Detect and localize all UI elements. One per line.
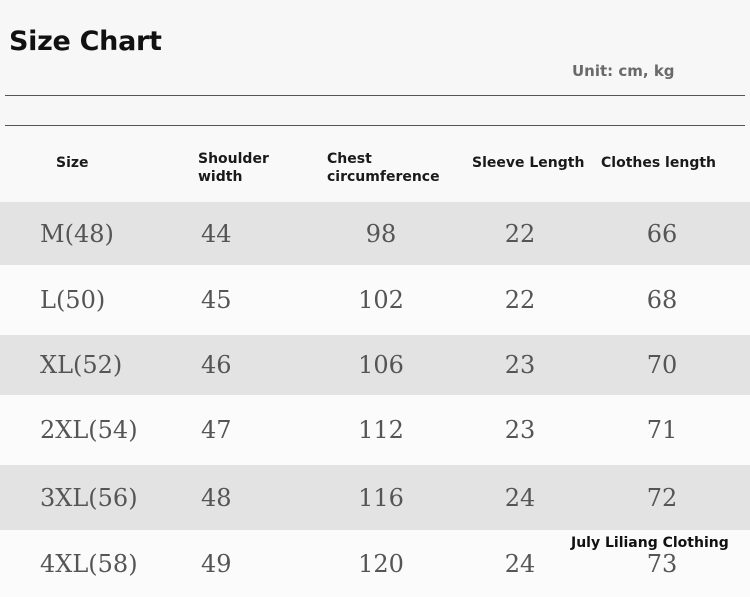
cell-chest: 120	[358, 549, 404, 578]
header-clothes-label: Clothes length	[601, 155, 716, 171]
table-row	[0, 335, 750, 395]
cell-size: 2XL(54)	[40, 416, 138, 444]
cell-size: XL(52)	[40, 351, 123, 379]
cell-shoulder: 46	[201, 351, 232, 379]
cell-size: 4XL(58)	[40, 549, 138, 578]
cell-chest: 106	[358, 351, 404, 379]
table-row	[0, 265, 750, 335]
table-row	[0, 395, 750, 465]
header-size	[56, 154, 89, 172]
table-header	[0, 126, 750, 202]
header-chest-line2: circumference	[327, 169, 440, 185]
unit-note: Unit: cm, kg	[572, 62, 675, 80]
cell-sleeve: 22	[504, 286, 536, 314]
watermark-text: July Liliang Clothing	[571, 535, 729, 551]
header-shoulder-width	[198, 150, 269, 186]
cell-size: 3XL(56)	[40, 483, 138, 512]
cell-chest: 98	[365, 219, 397, 248]
header-size-label: Size	[56, 155, 89, 171]
header-shoulder-line2: width	[198, 169, 243, 185]
cell-shoulder: 45	[201, 286, 232, 314]
cell-shoulder: 48	[201, 483, 232, 512]
header-shoulder-line1: Shoulder	[198, 151, 269, 167]
cell-sleeve: 22	[504, 219, 536, 248]
cell-chest: 116	[358, 483, 404, 512]
cell-clothes: 71	[646, 416, 678, 444]
header-sleeve-length	[472, 154, 584, 172]
header-clothes-length	[601, 154, 716, 172]
cell-chest: 112	[358, 416, 404, 444]
header-sleeve-label: Sleeve Length	[472, 155, 585, 171]
header-chest-circumference	[327, 150, 440, 186]
cell-sleeve: 23	[504, 416, 536, 444]
cell-clothes: 73	[646, 549, 678, 578]
cell-shoulder: 49	[201, 549, 232, 578]
top-divider	[5, 95, 745, 96]
cell-clothes: 68	[646, 286, 678, 314]
cell-sleeve: 24	[504, 483, 536, 512]
page-title: Size Chart	[9, 26, 162, 57]
cell-chest: 102	[358, 286, 404, 314]
table-row	[0, 465, 750, 530]
cell-clothes: 72	[646, 483, 678, 512]
cell-sleeve: 23	[504, 351, 536, 379]
header-chest-line1: Chest	[327, 151, 372, 167]
cell-size: M(48)	[40, 219, 114, 248]
cell-clothes: 70	[646, 351, 678, 379]
cell-sleeve: 24	[504, 549, 536, 578]
cell-clothes: 66	[646, 219, 678, 248]
table-row	[0, 202, 750, 265]
cell-shoulder: 47	[201, 416, 232, 444]
cell-size: L(50)	[40, 286, 106, 314]
cell-shoulder: 44	[201, 219, 232, 248]
